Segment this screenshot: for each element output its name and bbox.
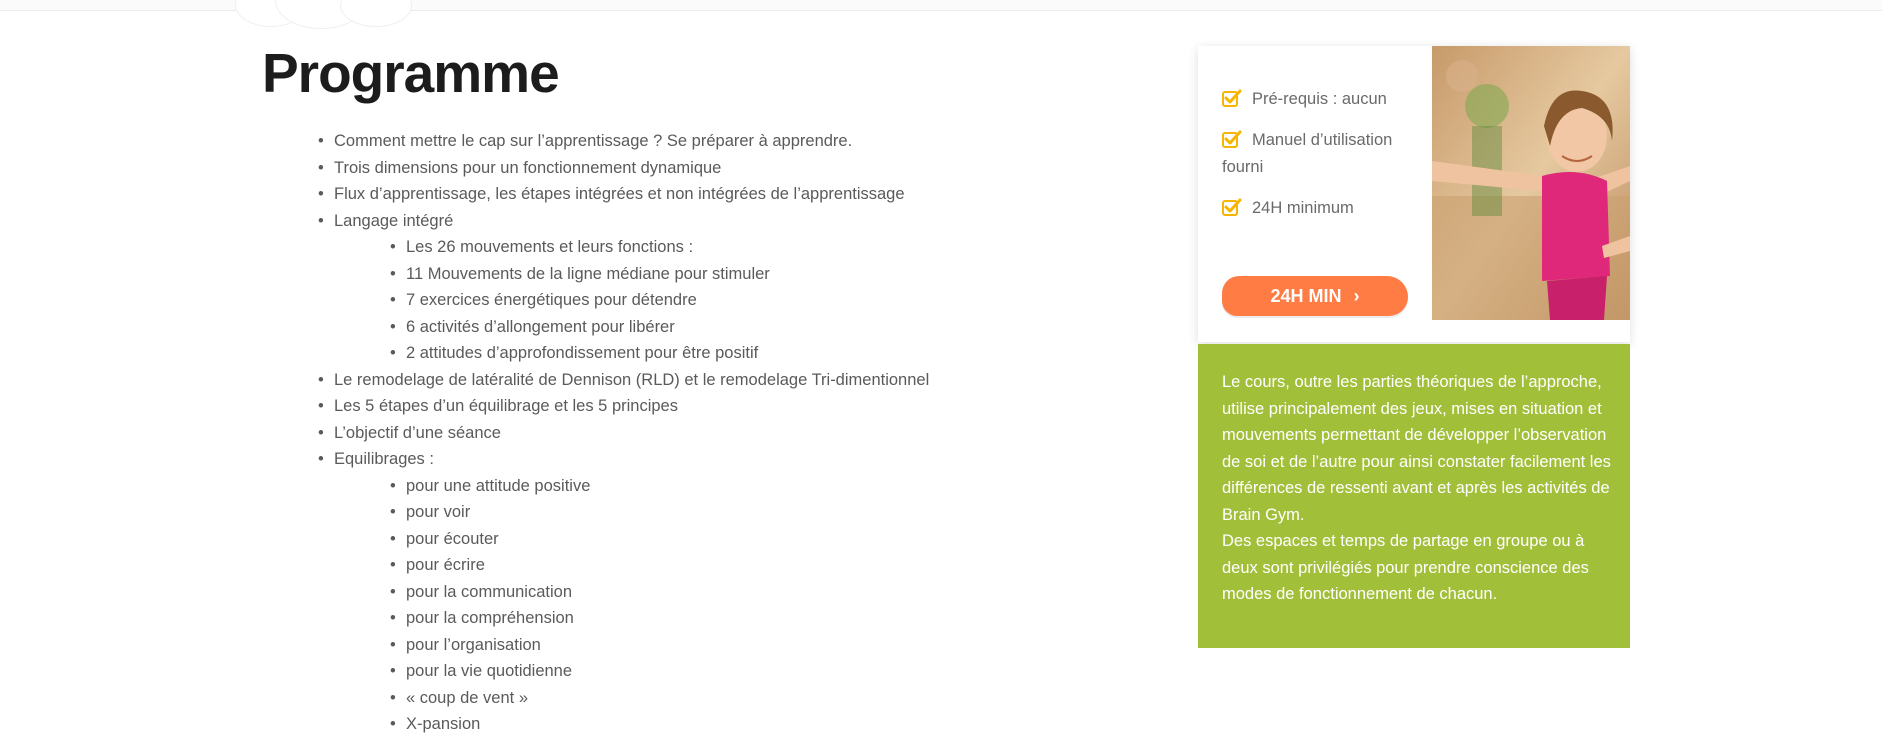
langage-sublist: [334, 234, 1022, 367]
checkbox-icon: [1222, 198, 1242, 216]
list-item-equilibrages: [334, 446, 1022, 734]
list-item: • Flux d’apprentissage, les étapes intégrées et non intégrées de l’apprentissage: [334, 181, 1022, 208]
sub-list-item: • X-pansion: [406, 711, 1022, 734]
list-item: • L’objectif d’une séance: [334, 420, 1022, 447]
sub-list-item: • pour une attitude positive: [406, 473, 1022, 500]
list-item: • Les 5 étapes d’un équilibrage et les 5 principes: [334, 393, 1022, 420]
course-info-card: [1198, 46, 1630, 342]
sub-list-item: • 2 attitudes d’approfondissement pour être positif: [406, 340, 1022, 367]
description-paragraph: Des espaces et temps de partage en groupe ou à deux sont privilégiés pour prendre conscience des modes de fonctionnement de chacun.: [1222, 532, 1589, 603]
sub-list-item: • pour la vie quotidienne: [406, 658, 1022, 685]
checkbox-icon: [1222, 89, 1242, 107]
course-photo: [1432, 46, 1630, 320]
sub-list-item: • Les 26 mouvements et leurs fonctions :: [406, 234, 1022, 261]
duration-button[interactable]: [1222, 276, 1408, 316]
list-item: • Comment mettre le cap sur l’apprentissage ? Se préparer à apprendre.: [334, 128, 1022, 155]
chevron-right-icon: ›: [1353, 286, 1360, 306]
sub-list-item: • 6 activités d’allongement pour libérer: [406, 314, 1022, 341]
sub-list-item: • pour la compréhension: [406, 605, 1022, 632]
sub-list-item: • 7 exercices énergétiques pour détendre: [406, 287, 1022, 314]
sub-list-item: • pour écrire: [406, 552, 1022, 579]
sub-list-item: • 11 Mouvements de la ligne médiane pour stimuler: [406, 261, 1022, 288]
list-item-label: Equilibrages :: [334, 450, 434, 468]
sub-list-item: • pour l’organisation: [406, 632, 1022, 659]
list-item: • Trois dimensions pour un fonctionnement dynamique: [334, 155, 1022, 182]
cloud-decoration: [235, 0, 415, 30]
card-item-label: Manuel d’utilisation fourni: [1222, 131, 1393, 176]
course-description-box: [1198, 344, 1630, 648]
card-item-label: Pré-requis : aucun: [1252, 90, 1387, 108]
sub-list-item: • pour la communication: [406, 579, 1022, 606]
manual-item: [1222, 127, 1412, 181]
equilibrages-sublist: [334, 473, 1022, 734]
child-exercising-image: [1432, 46, 1630, 320]
course-description: [1222, 369, 1614, 608]
course-info-list: [1222, 86, 1412, 236]
sub-list-item: • pour voir: [406, 499, 1022, 526]
duration-item: [1222, 195, 1412, 222]
list-item-langage: [334, 208, 1022, 367]
program-section: [262, 40, 1022, 734]
button-label: 24H MIN: [1270, 286, 1342, 306]
checkbox-icon: [1222, 130, 1242, 148]
list-item: • Le remodelage de latéralité de Dennison (RLD) et le remodelage Tri-dimentionnel: [334, 367, 1022, 394]
page-title: Programme: [262, 42, 559, 104]
sub-list-item: • pour écouter: [406, 526, 1022, 553]
prerequisite-item: [1222, 86, 1412, 113]
program-list: [262, 128, 1022, 734]
list-item-label: Langage intégré: [334, 211, 454, 230]
card-item-label: 24H minimum: [1252, 199, 1354, 217]
sub-list-item: • « coup de vent »: [406, 685, 1022, 712]
description-paragraph: Le cours, outre les parties théoriques de l’approche, utilise principalement des jeux, mises en situation et mouvements permettant de développer l’observation de soi et de l’autre pour ainsi constater facilement les différences de ressenti avant et après les activités de Brain Gym.: [1222, 373, 1611, 524]
